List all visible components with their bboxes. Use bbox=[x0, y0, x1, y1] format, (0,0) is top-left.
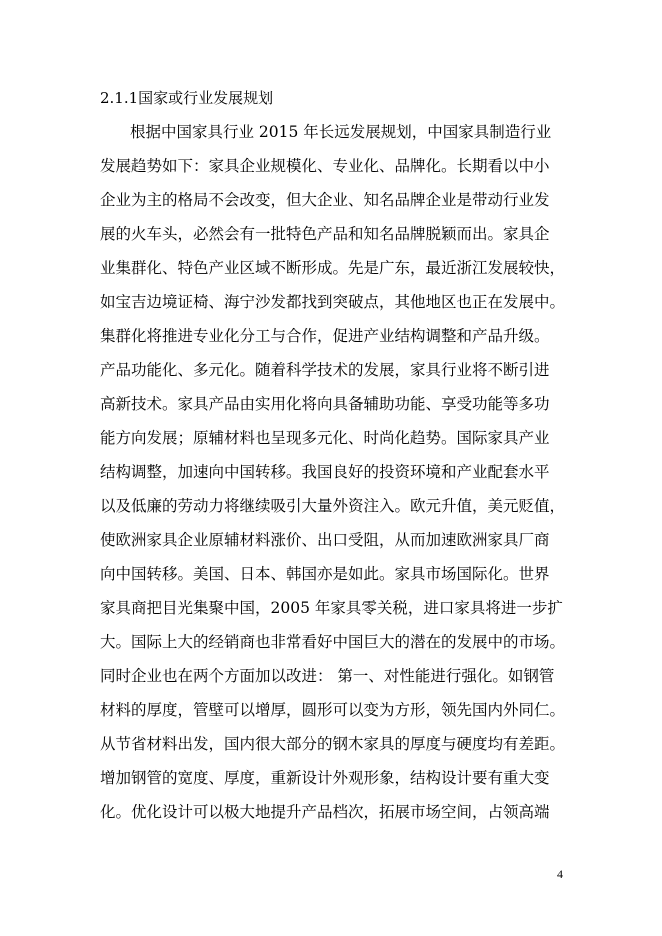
page-number: 4 bbox=[557, 867, 563, 881]
paragraph-line: 大。国际上大的经销商也非常看好中国巨大的潜在的发展中的市场。 bbox=[100, 633, 566, 651]
paragraph-line: 结构调整，加速向中国转移。我国良好的投资环境和产业配套水平 bbox=[100, 463, 550, 481]
paragraph-line: 从节省材料出发，国内很大部分的钢木家具的厚度与硬度均有差距。 bbox=[100, 735, 566, 753]
paragraph-line: 业集群化、特色产业区域不断形成。先是广东，最近浙江发展较快， bbox=[100, 259, 566, 277]
paragraph-line: 根据中国家具行业 2015 年长远发展规划，中国家具制造行业 bbox=[130, 123, 552, 141]
paragraph-line: 展的火车头，必然会有一批特色产品和知名品牌脱颖而出。家具企 bbox=[100, 225, 550, 243]
paragraph-line: 高新技术。家具产品由实用化将向具备辅助功能、享受功能等多功 bbox=[100, 395, 550, 413]
paragraph-line: 如宝吉边境证椅、海宁沙发都找到突破点，其他地区也正在发展中。 bbox=[100, 293, 566, 311]
paragraph-line: 增加钢管的宽度、厚度，重新设计外观形象，结构设计要有重大变 bbox=[100, 769, 550, 787]
section-heading: 2.1.1国家或行业发展规划 bbox=[100, 89, 274, 107]
paragraph-line: 材料的厚度，管壁可以增厚，圆形可以变为方形，领先国内外同仁。 bbox=[100, 701, 566, 719]
paragraph-line: 发展趋势如下：家具企业规模化、专业化、品牌化。长期看以中小 bbox=[100, 157, 550, 175]
paragraph-line: 家具商把目光集聚中国，2005 年家具零关税，进口家具将进一步扩 bbox=[100, 599, 563, 617]
paragraph-line: 向中国转移。美国、日本、韩国亦是如此。家具市场国际化。世界 bbox=[100, 565, 550, 583]
paragraph-line: 企业为主的格局不会改变，但大企业、知名品牌企业是带动行业发 bbox=[100, 191, 550, 209]
paragraph-line: 集群化将推进专业化分工与合作，促进产业结构调整和产品升级。 bbox=[100, 327, 550, 345]
paragraph-line: 同时企业也在两个方面加以改进： 第一、对性能进行强化。如钢管 bbox=[100, 667, 555, 685]
paragraph-line: 能方向发展；原辅材料也呈现多元化、时尚化趋势。国际家具产业 bbox=[100, 429, 550, 447]
paragraph-line: 化。优化设计可以极大地提升产品档次，拓展市场空间，占领高端 bbox=[100, 803, 550, 821]
paragraph-line: 产品功能化、多元化。随着科学技术的发展，家具行业将不断引进 bbox=[100, 361, 550, 379]
paragraph-line: 以及低廉的劳动力将继续吸引大量外资注入。欧元升值，美元贬值， bbox=[100, 497, 566, 515]
paragraph-line: 使欧洲家具企业原辅材料涨价、出口受阻，从而加速欧洲家具厂商 bbox=[100, 531, 550, 549]
